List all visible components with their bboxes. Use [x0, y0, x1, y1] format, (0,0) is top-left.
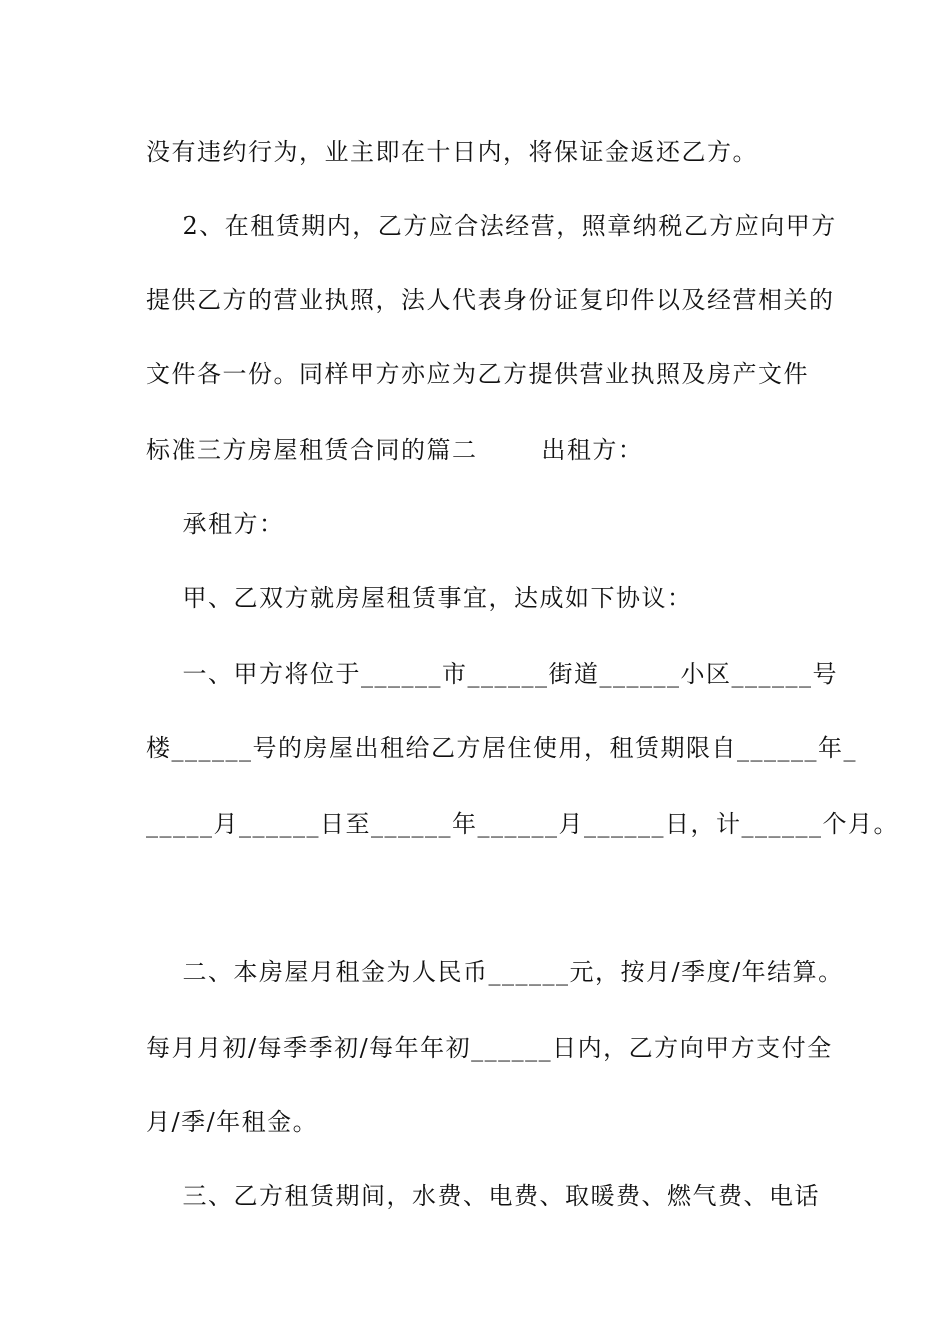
text-line-10: _____月______日至______年______月______日，计______个月。	[146, 810, 899, 838]
text-line-11: 二、本房屋月租金为人民币______元，按月/季度/年结算。	[146, 958, 844, 986]
text-line-6: 承租方：	[146, 510, 285, 538]
section-heading-line: 标准三方房屋租赁合同的篇二 出租方：	[146, 436, 644, 464]
text-line-4: 文件各一份。同样甲方亦应为乙方提供营业执照及房产文件	[146, 360, 809, 388]
text-line-8: 一、甲方将位于______市______街道______小区______号	[146, 660, 839, 688]
text-line-1: 没有违约行为，业主即在十日内，将保证金返还乙方。	[146, 138, 758, 166]
text-line-3: 提供乙方的营业执照，法人代表身份证复印件以及经营相关的	[146, 286, 835, 314]
text-line-9: 楼______号的房屋出租给乙方居住使用，租赁期限自______年_	[146, 734, 857, 762]
text-line-14: 三、乙方租赁期间，水费、电费、取暖费、燃气费、电话	[146, 1182, 821, 1210]
text-line-7: 甲、乙双方就房屋租赁事宜，达成如下协议：	[146, 584, 693, 612]
text-line-12: 每月月初/每季季初/每年年初______日内，乙方向甲方支付全	[146, 1034, 833, 1062]
text-line-2: 2、在租赁期内，乙方应合法经营，照章纳税乙方应向甲方	[146, 212, 837, 240]
text-line-13: 月/季/年租金。	[146, 1108, 319, 1136]
